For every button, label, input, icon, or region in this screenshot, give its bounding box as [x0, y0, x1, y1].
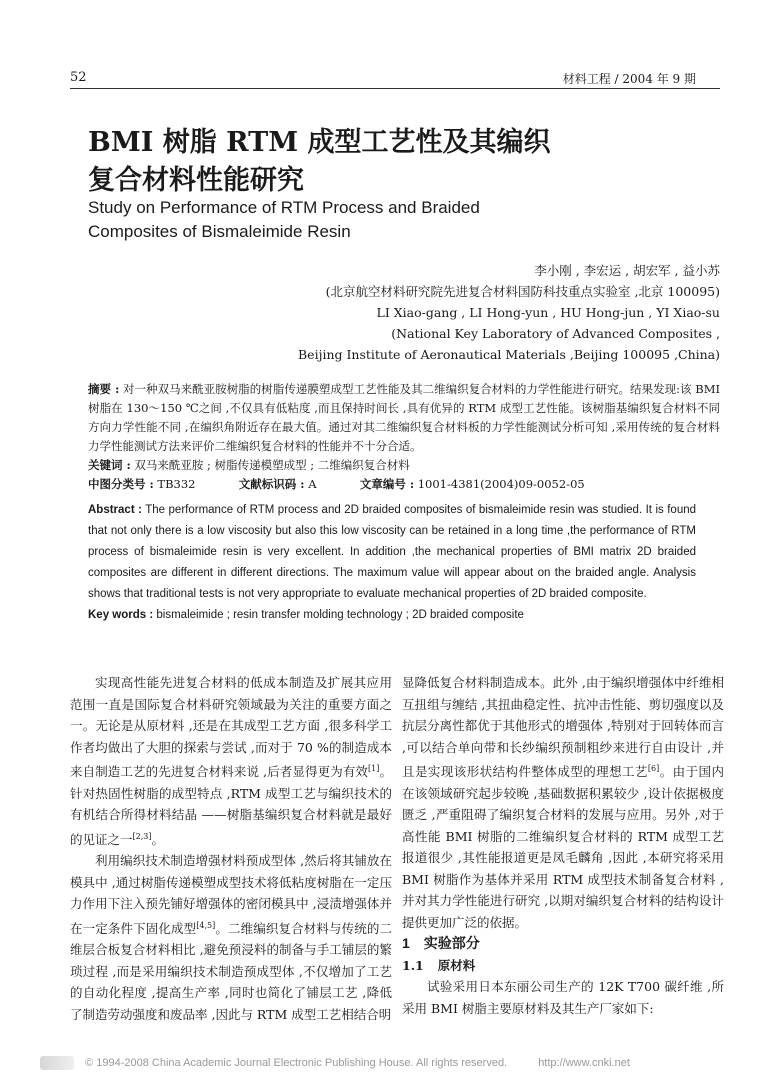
abstract-cn-body: [88, 380, 720, 456]
citation-6[interactable]: [6]: [647, 764, 660, 773]
authors-en: LI Xiao-gang , LI Hong-yun , HU Hong-jun , YI Xiao-su: [376, 305, 720, 320]
body-column-right: [402, 672, 724, 1019]
doc-code-value: A: [308, 477, 317, 491]
footer: [40, 1056, 740, 1070]
clc-label: 中图分类号 :: [88, 477, 154, 491]
clc-value: TB332: [157, 477, 196, 491]
body-column-left: [70, 672, 392, 1025]
citation-1[interactable]: [1]: [368, 764, 380, 773]
affiliation-cn: (北京航空材料研究院先进复合材料国防科技重点实验室 ,北京 100095): [325, 284, 720, 299]
title-en-line1: Study on Performance of RTM Process and Braided: [88, 198, 480, 217]
section-1-1-title: 原材料: [437, 957, 476, 973]
abstract-english: [88, 500, 696, 626]
abstract-cn-text: 对一种双马来酰亚胺树脂的树脂传递膜塑成型工艺性能及其二维编织复合材料的力学性能进行研究。结果发现:该 BMI 树脂在 130～150 ℃之间 ,不仅具有低粘度 ,而且保持时间长 ,具有优异的 RTM 成型工艺性能。该树脂基编织复合材料不同方向力学性能不同 ,在编织角附近存在最大值。通过对其二维编织复合材料板的力学性能测试分析可知 ,采用传统的复合材料力学性能测试方法来评价二维编织复合材料的性能并不十分合适。: [88, 382, 721, 453]
cnki-logo-icon: [40, 1056, 74, 1070]
page-number: 52: [70, 70, 87, 85]
title-en-line2: Composites of Bismaleimide Resin: [88, 222, 351, 241]
abstract-en-label: Abstract :: [88, 504, 142, 516]
authors-cn: 李小刚 , 李宏运 , 胡宏军 , 益小苏: [534, 263, 720, 278]
paragraph-intro-2: 利用编织技术制造增强材料预成型体 ,然后将其铺放在模具中 ,通过树脂传递模塑成型技术将低粘度树脂在一定压力作用下注入预先铺好增强体的密闭模具中 ,浸渍增强体并在一定条件下固化成型[4,5]。二维编织复合材料与传统的二维层合板复合材料相比 ,避免预浸料的制备与手工铺层的繁琐过程 ,而是采用编织技术制造预成型体 ,不仅增加了工艺的自动化程度 ,提高生产率 ,同时也简化了铺层工艺 ,降低了制造劳动强度和废品率 ,因此与 RTM 成型工艺相结合明: [70, 853, 392, 1022]
header-rule: [70, 88, 720, 89]
doc-code-label: 文献标识码 :: [238, 477, 305, 491]
keywords-en-text: bismaleimide ; resin transfer molding technology ; 2D braided composite: [156, 609, 524, 621]
paragraph-materials: 试验采用日本东丽公司生产的 12K T700 碳纤维 ,所采用 BMI 树脂主要原材料及其生产厂家如下:: [402, 979, 724, 1016]
affiliation-en-1: (National Key Laboratory of Advanced Composites ,: [391, 326, 720, 341]
paragraph-intro-3: 显降低复合材料制造成本。此外 ,由于编织增强体中纤维相互扭组与缠结 ,其扭曲稳定性、抗冲击性能、剪切强度以及抗层分离性都优于其他形式的增强体 ,特别对于回转体而言 ,可以结合单向带和长纱编织预制粗纱来进行自由设计 ,并且是实现该形状结构件整体成型的理想工艺[6]。由于国内在该领域研究起步较晚 ,基础数据积累较少 ,设计依据极度匮乏 ,严重阻碍了编织复合材料的发展与应用。另外 ,对于高性能 BMI 树脂的二维编织复合材料的 RTM 成型工艺报道很少 ,其性能报道更是凤毛麟角 ,因此 ,本研究将采用 BMI 树脂作为基体并采用 RTM 成型技术制备复合材料 ,并对其力学性能进行研究 ,以期对编织复合材料的结构设计提供更加广泛的依据。: [402, 675, 724, 930]
footer-url[interactable]: http://www.cnki.net: [538, 1057, 630, 1069]
classification-line: [88, 475, 720, 494]
paragraph-intro-1: 实现高性能先进复合材料的低成本制造及扩展其应用范围一直是国际复合材料研究领域最为关注的重要方面之一。无论是从原材料 ,还是在其成型工艺方面 ,很多科学工作者均做出了大胆的探索与尝试 ,而对于 70 %的制造成本来自制造工艺的先进复合材料来说 ,后者显得更为有效[1]。针对热固性树脂的成型特点 ,RTM 成型工艺与编织技术的有机结合所得材料结晶 ——树脂基编织复合材料就是最好的见证之一[2,3]。: [70, 675, 392, 847]
keywords-cn-label: 关键词 :: [88, 458, 131, 472]
title-chinese: [88, 124, 708, 200]
abstract-en-text: The performance of RTM process and 2D braided composites of bismaleimide resin was studied. It is found that not only there is a low viscosity but also this low viscosity can be retained in a long time ,the performance of RTM process of bismaleimide resin is very excellent. In addition ,the mechanical properties of BMI matrix 2D braided composites are different in different directions. The maximum value will appear about on the braided angle. Analysis shows that traditional tests is not very appropriate to evaluate mechanical properties of 2D braided composite.: [88, 504, 697, 600]
section-1-number: 1: [402, 935, 410, 952]
journal-issue: 材料工程 / 2004 年 9 期: [562, 72, 696, 86]
article-no-label: 文章编号 :: [359, 477, 415, 491]
keywords-en: [88, 605, 696, 626]
title-english: [88, 196, 708, 244]
abstract-en-body: [88, 500, 696, 605]
abstract-cn-label: 摘要 :: [88, 382, 120, 396]
affiliation-en-2: Beijing Institute of Aeronautical Materials ,Beijing 100095 ,China): [297, 347, 720, 362]
keywords-cn-text: 双马来酰亚胺 ; 树脂传递模塑成型 ; 二维编织复合材料: [134, 458, 410, 472]
section-heading-1-1: [402, 955, 724, 977]
title-cn-line1: BMI 树脂 RTM 成型工艺性及其编织: [88, 127, 551, 158]
section-heading-1: [402, 933, 724, 955]
keywords-en-label: Key words :: [88, 609, 154, 621]
article-no-value: 1001-4381(2004)09-0052-05: [417, 477, 585, 491]
authors-block: [100, 260, 720, 365]
citation-4-5[interactable]: [4,5]: [196, 920, 216, 930]
title-cn-line2: 复合材料性能研究: [88, 165, 304, 196]
abstract-chinese: [88, 380, 720, 494]
section-1-title: 实验部分: [423, 935, 480, 952]
footer-copyright: © 1994-2008 China Academic Journal Electronic Publishing House. All rights reserved.: [85, 1057, 508, 1069]
section-1-1-number: 1.1: [402, 957, 424, 973]
citation-2-3[interactable]: [2,3]: [132, 831, 152, 841]
keywords-cn: [88, 456, 720, 475]
